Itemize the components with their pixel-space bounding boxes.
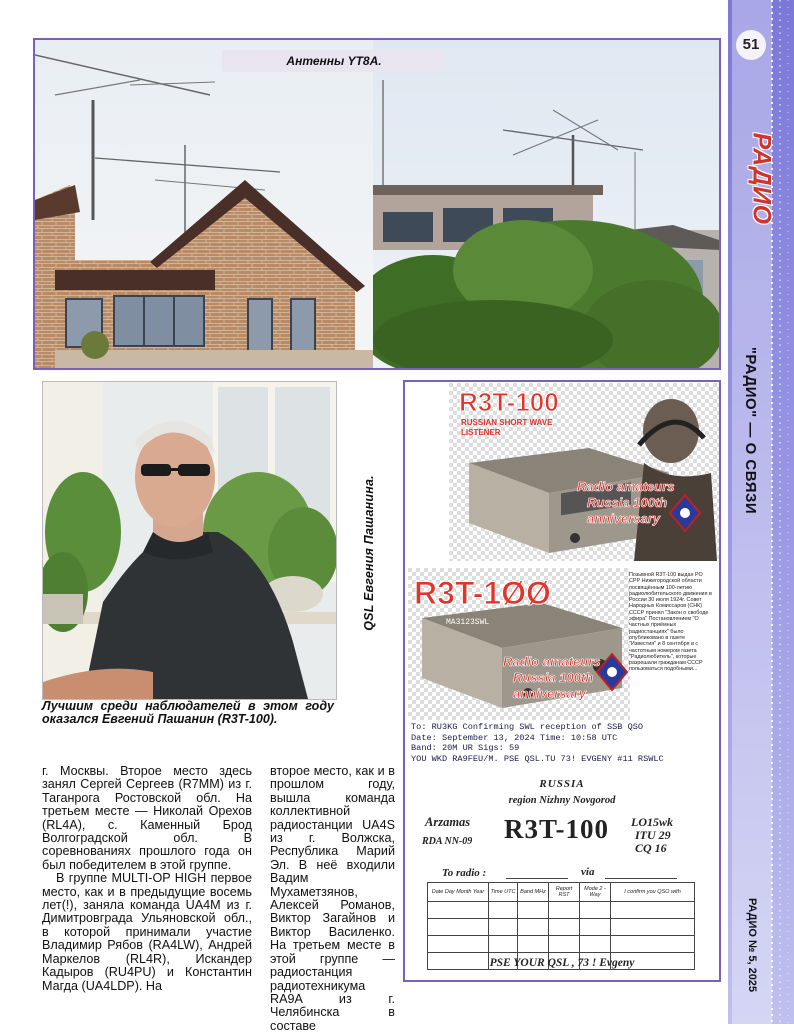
qsl-card-2-slogan-1: Radio amateurs [503, 654, 601, 669]
qsl-paper-card [409, 774, 715, 980]
portrait-photo [42, 381, 337, 700]
qsl-table-header: Time UTC [489, 883, 518, 902]
qsl-card-2-side-text: Позывной R3T-100 выдан РО СРР Нижегородской области посвящённым 100-летию радиолюбительского движения в России 30 июля 1924г. Совет Народных Комиссаров (СНК) СССР принял "Закон о свободе эфира" Постановлением "О частных приёмных радиостанциях" было опубликовано в газете "Известия" и 8 сентября в с частотным номером газета "Радиолюбитель", которые разрешали гражданам СССР пользоваться подобными... [629, 572, 712, 673]
qsl-confirmation [411, 722, 717, 764]
qsl-table-header: Report RST [549, 883, 580, 902]
portrait-caption: Лучшим среди наблюдателей в этом году оказался Евгений Пашанин (R3T-100). [42, 699, 334, 726]
qsl-table-header: Band MHz [518, 883, 549, 902]
qsl-to-label: To radio : [442, 867, 487, 879]
magazine-logo [747, 132, 776, 225]
qsl-card-2-slogan-2: Russia 100th [513, 670, 594, 685]
qsl-table-row [428, 936, 695, 953]
qsl-side-label: QSL Евгения Пашанина. [362, 475, 376, 631]
qsl-card-1-slogan-2: Russia 100th [587, 495, 668, 510]
antenna-photo-right [373, 40, 719, 368]
magazine-logo-text: РАДИО [747, 132, 776, 225]
section-label-container [731, 320, 771, 540]
qsl-card-2-callsign: R3T-1ØØ [414, 575, 551, 611]
qsl-country: RUSSIA [539, 778, 585, 790]
qsl-card-1-slogan-3: anniversary [587, 511, 660, 526]
antenna-photos [33, 38, 721, 370]
article-paragraph: В группе MULTI-OP HIGH первое место, как и в предыдущие восемь лет(!), заняла команда UA4M из г. Димитровграда Ульяновской обл., в которой принимали участие Владимир Рябов (RA4LW), Андрей Маркелов (RL4R), Искандер Кадыров (RU4PU) и Константин Магда (UA4LDP). На [42, 871, 252, 993]
qsl-confirmation-line: YOU WKD RA9FEU/M. PSE QSL.TU 73! EVGENY #11 RSWLC [411, 753, 664, 764]
qsl-confirmation-line: Date: September 13, 2024 Time: 10:58 UTC [411, 732, 618, 743]
qsl-locator-block [631, 816, 673, 855]
qsl-side-label-container [358, 392, 380, 714]
issue-label-container [734, 880, 770, 1010]
qsl-table-row [428, 919, 695, 936]
qsl-region: region Nizhny Novgorod [508, 795, 616, 806]
qsl-card-1 [449, 383, 721, 561]
section-label: "РАДИО" — О СВЯЗИ [742, 346, 760, 514]
qsl-table-header: Mode 2 - Way [580, 883, 611, 902]
qsl-cards-frame [403, 380, 721, 982]
article-column-2 [270, 765, 395, 1033]
antenna-photo-caption: Антенны YT8A. [222, 50, 446, 72]
qsl-table-row [428, 902, 695, 919]
qsl-callsign: R3T-100 [504, 814, 610, 844]
qsl-confirmation-line: Band: 20M UR Sigs: 59 [411, 743, 520, 754]
qsl-itu: ITU 29 [635, 828, 671, 842]
qsl-table-header: Date Day Month Year [428, 883, 489, 902]
article-paragraph: второе место, как и в прошлом году, вышла команда коллективной радиостанции UA4S из г. Волжска, Республика Марий Эл. В неё входили Вадим Мухаметзянов, Алексей Романов, Виктор Загайнов и Виктор Василенко. На третьем месте в этой группе — радиостанция радиотехникума RA9A из г. Челябинска в составе [270, 764, 395, 1033]
qsl-card-1-callsign: R3T-100 [459, 387, 559, 417]
article-paragraph: г. Москвы. Второе место здесь занял Сергей Сергеев (R7MM) из г. Таганрога Ростовской обл. На третьем месте — Николай Орехов (RL4A), с. Каменный Брод Волгоградской обл. В соревнованиях прошлого года он был победителем в этой группе. [42, 764, 252, 872]
qsl-sign-off: PSE YOUR QSL , 73 ! Evgeny [489, 957, 635, 969]
qsl-locator: LO15wk [631, 815, 673, 829]
qsl-card-1-subtitle-1: RUSSIAN SHORT WAVE [461, 418, 553, 427]
qsl-to-line [506, 878, 568, 879]
qsl-card-2-radio-label: MA3123SWL [446, 618, 490, 627]
qsl-card-1-subtitle-2: LISTENER [461, 428, 501, 437]
qsl-confirmation-line: To: RU3KG Confirming SWL reception of SSB QSO [411, 722, 644, 732]
qsl-via-line [605, 878, 677, 879]
qsl-table-header: I confirm you QSO with [611, 883, 695, 902]
qsl-card-2-slogan-3: anniversary [513, 686, 586, 701]
page-number: 51 [736, 30, 766, 60]
qsl-city: Arzamas [425, 815, 471, 829]
qsl-cq: CQ 16 [635, 841, 667, 855]
qsl-via-label: via [581, 866, 595, 878]
antenna-photo-left [35, 40, 373, 368]
qsl-card-1-slogan-1: Radio amateurs [577, 479, 675, 494]
qsl-rda: RDA NN-09 [422, 836, 473, 847]
issue-label: РАДИО № 5, 2025 [746, 897, 759, 993]
article-column-1 [42, 765, 252, 993]
